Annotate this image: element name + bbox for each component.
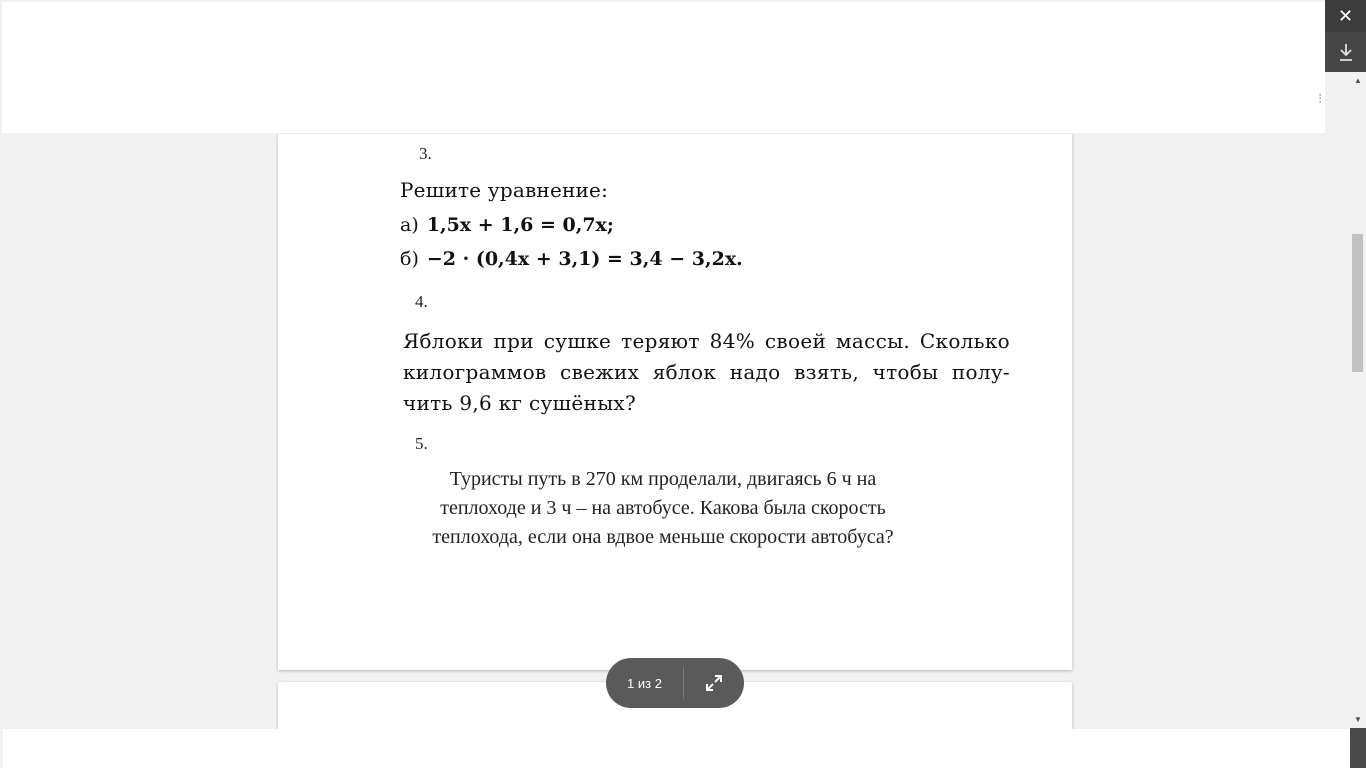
vertical-scrollbar[interactable] bbox=[1350, 72, 1366, 728]
scroll-down-arrow-icon[interactable]: ▼ bbox=[1354, 715, 1362, 724]
page-navigator bbox=[606, 658, 744, 708]
bottom-overlay-panel bbox=[3, 729, 1350, 768]
task-3-heading: Решите уравнение: bbox=[400, 178, 609, 202]
download-button[interactable] bbox=[1325, 32, 1366, 72]
task-3-number: 3. bbox=[419, 144, 432, 163]
close-button[interactable]: ✕ bbox=[1325, 0, 1366, 32]
task-5-text bbox=[393, 465, 933, 552]
task-5-line: теплоходе и 3 ч – на автобусе. Какова была скорость bbox=[440, 497, 886, 519]
scroll-thumb[interactable] bbox=[1352, 234, 1363, 372]
equation-a-label: а) bbox=[400, 214, 419, 236]
equation-a-text: 1,5x + 1,6 = 0,7x; bbox=[426, 214, 614, 236]
task-5-line: теплохода, если она вдвое меньше скорости автобуса? bbox=[432, 526, 894, 548]
page-indicator: 1 из 2 bbox=[627, 675, 662, 691]
more-options-icon[interactable]: ⁝ bbox=[1318, 90, 1323, 106]
equation-a bbox=[400, 214, 614, 236]
download-icon bbox=[1338, 42, 1354, 62]
scroll-up-arrow-icon[interactable]: ▲ bbox=[1354, 76, 1362, 85]
equation-b bbox=[400, 248, 743, 270]
right-edge-panel bbox=[1325, 72, 1350, 132]
fullscreen-button[interactable] bbox=[684, 658, 744, 708]
document-page-1 bbox=[278, 134, 1072, 670]
task-5-number: 5. bbox=[415, 434, 428, 453]
task-4-number: 4. bbox=[415, 292, 428, 311]
task-5-line: Туристы путь в 270 км проделали, двигаясь 6 ч на bbox=[449, 468, 877, 490]
equation-b-text: −2 · (0,4x + 3,1) = 3,4 − 3,2x. bbox=[426, 248, 743, 270]
equation-b-label: б) bbox=[400, 248, 419, 270]
expand-icon bbox=[705, 674, 723, 692]
top-overlay-panel bbox=[2, 2, 1325, 133]
task-4-text: Яблоки при сушке теряют 84% своей массы. Сколько килограммов свежих яблок надо взять, чтобы полу-чить 9,6 кг сушёных? bbox=[403, 329, 1010, 415]
